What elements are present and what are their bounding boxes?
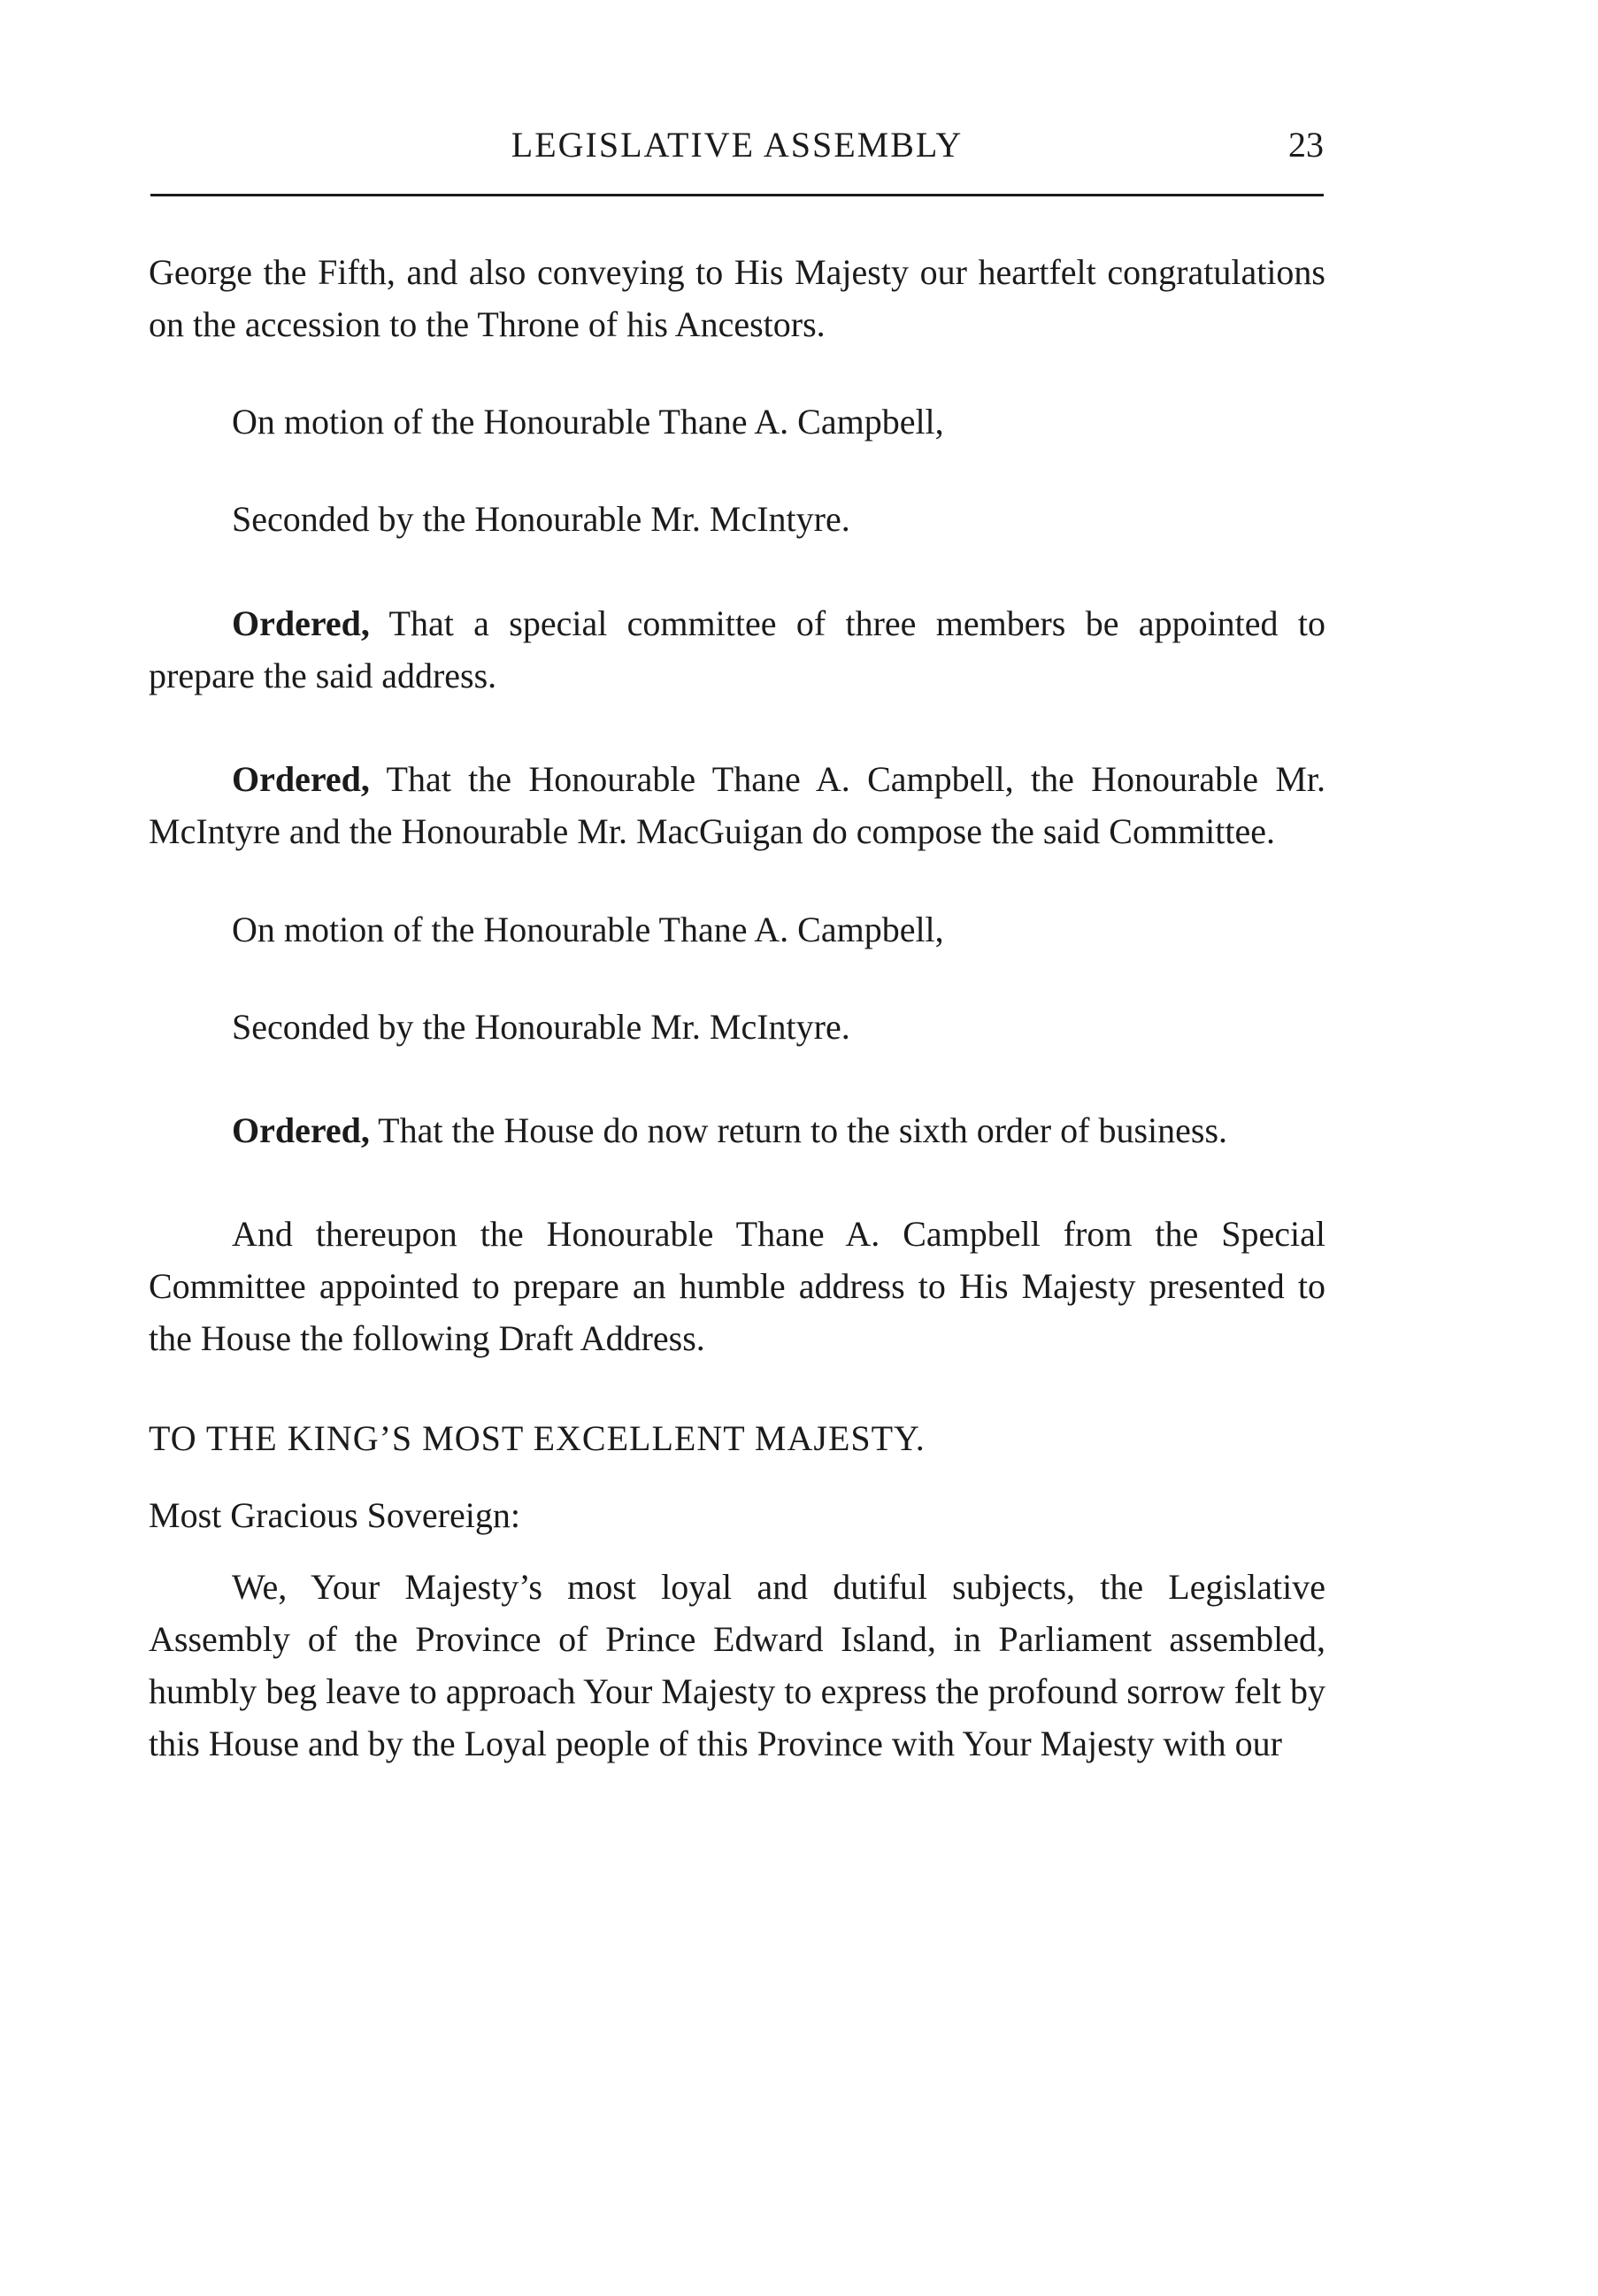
ordered-label: Ordered, [232, 603, 370, 643]
motion-line: On motion of the Honourable Thane A. Campbell, [232, 402, 944, 442]
running-header [150, 124, 1324, 177]
paragraph-continuation: George the Fifth, and also conveying to His Majesty our heartfelt congratulations on the accession to the Throne of his Ancestors. [149, 252, 1325, 344]
order-text: That the Honourable Thane A. Campbell, the Honourable Mr. McIntyre and the Honourable Mr. MacGuigan do compose the said Committee. [149, 759, 1325, 851]
ordered-label: Ordered, [232, 1110, 370, 1150]
order-text: That a special committee of three members be appointed to prepare the said address. [149, 603, 1325, 695]
body-text [149, 246, 1325, 1770]
address-paragraph: We, Your Majesty’s most loyal and dutiful subjects, the Legislative Assembly of the Province of Prince Edward Island, in Parliament assembled, humbly beg leave to approach Your Majesty to express the profound sorrow felt by this House and by the Loyal people of this Province with Your Majesty with our [149, 1567, 1325, 1763]
page-number: 23 [1288, 125, 1324, 165]
order-paragraph [149, 597, 1325, 702]
seconded-line: Seconded by the Honourable Mr. McIntyre. [232, 1007, 850, 1047]
motion-line: On motion of the Honourable Thane A. Campbell, [232, 910, 944, 949]
ordered-label: Ordered, [232, 759, 370, 799]
salutation: Most Gracious Sovereign: [149, 1495, 520, 1535]
order-paragraph [149, 1104, 1325, 1156]
order-paragraph [149, 753, 1325, 857]
order-text: That the House do now return to the sixth order of business. [369, 1110, 1228, 1150]
paragraph: And thereupon the Honourable Thane A. Campbell from the Special Committee appointed to prepare an humble address to His Majesty presented to the House the following Draft Address. [149, 1214, 1325, 1358]
address-heading: TO THE KING’S MOST EXCELLENT MAJESTY. [149, 1418, 926, 1458]
header-rule [150, 194, 1324, 196]
running-title: LEGISLATIVE ASSEMBLY [511, 125, 964, 165]
seconded-line: Seconded by the Honourable Mr. McIntyre. [232, 499, 850, 539]
